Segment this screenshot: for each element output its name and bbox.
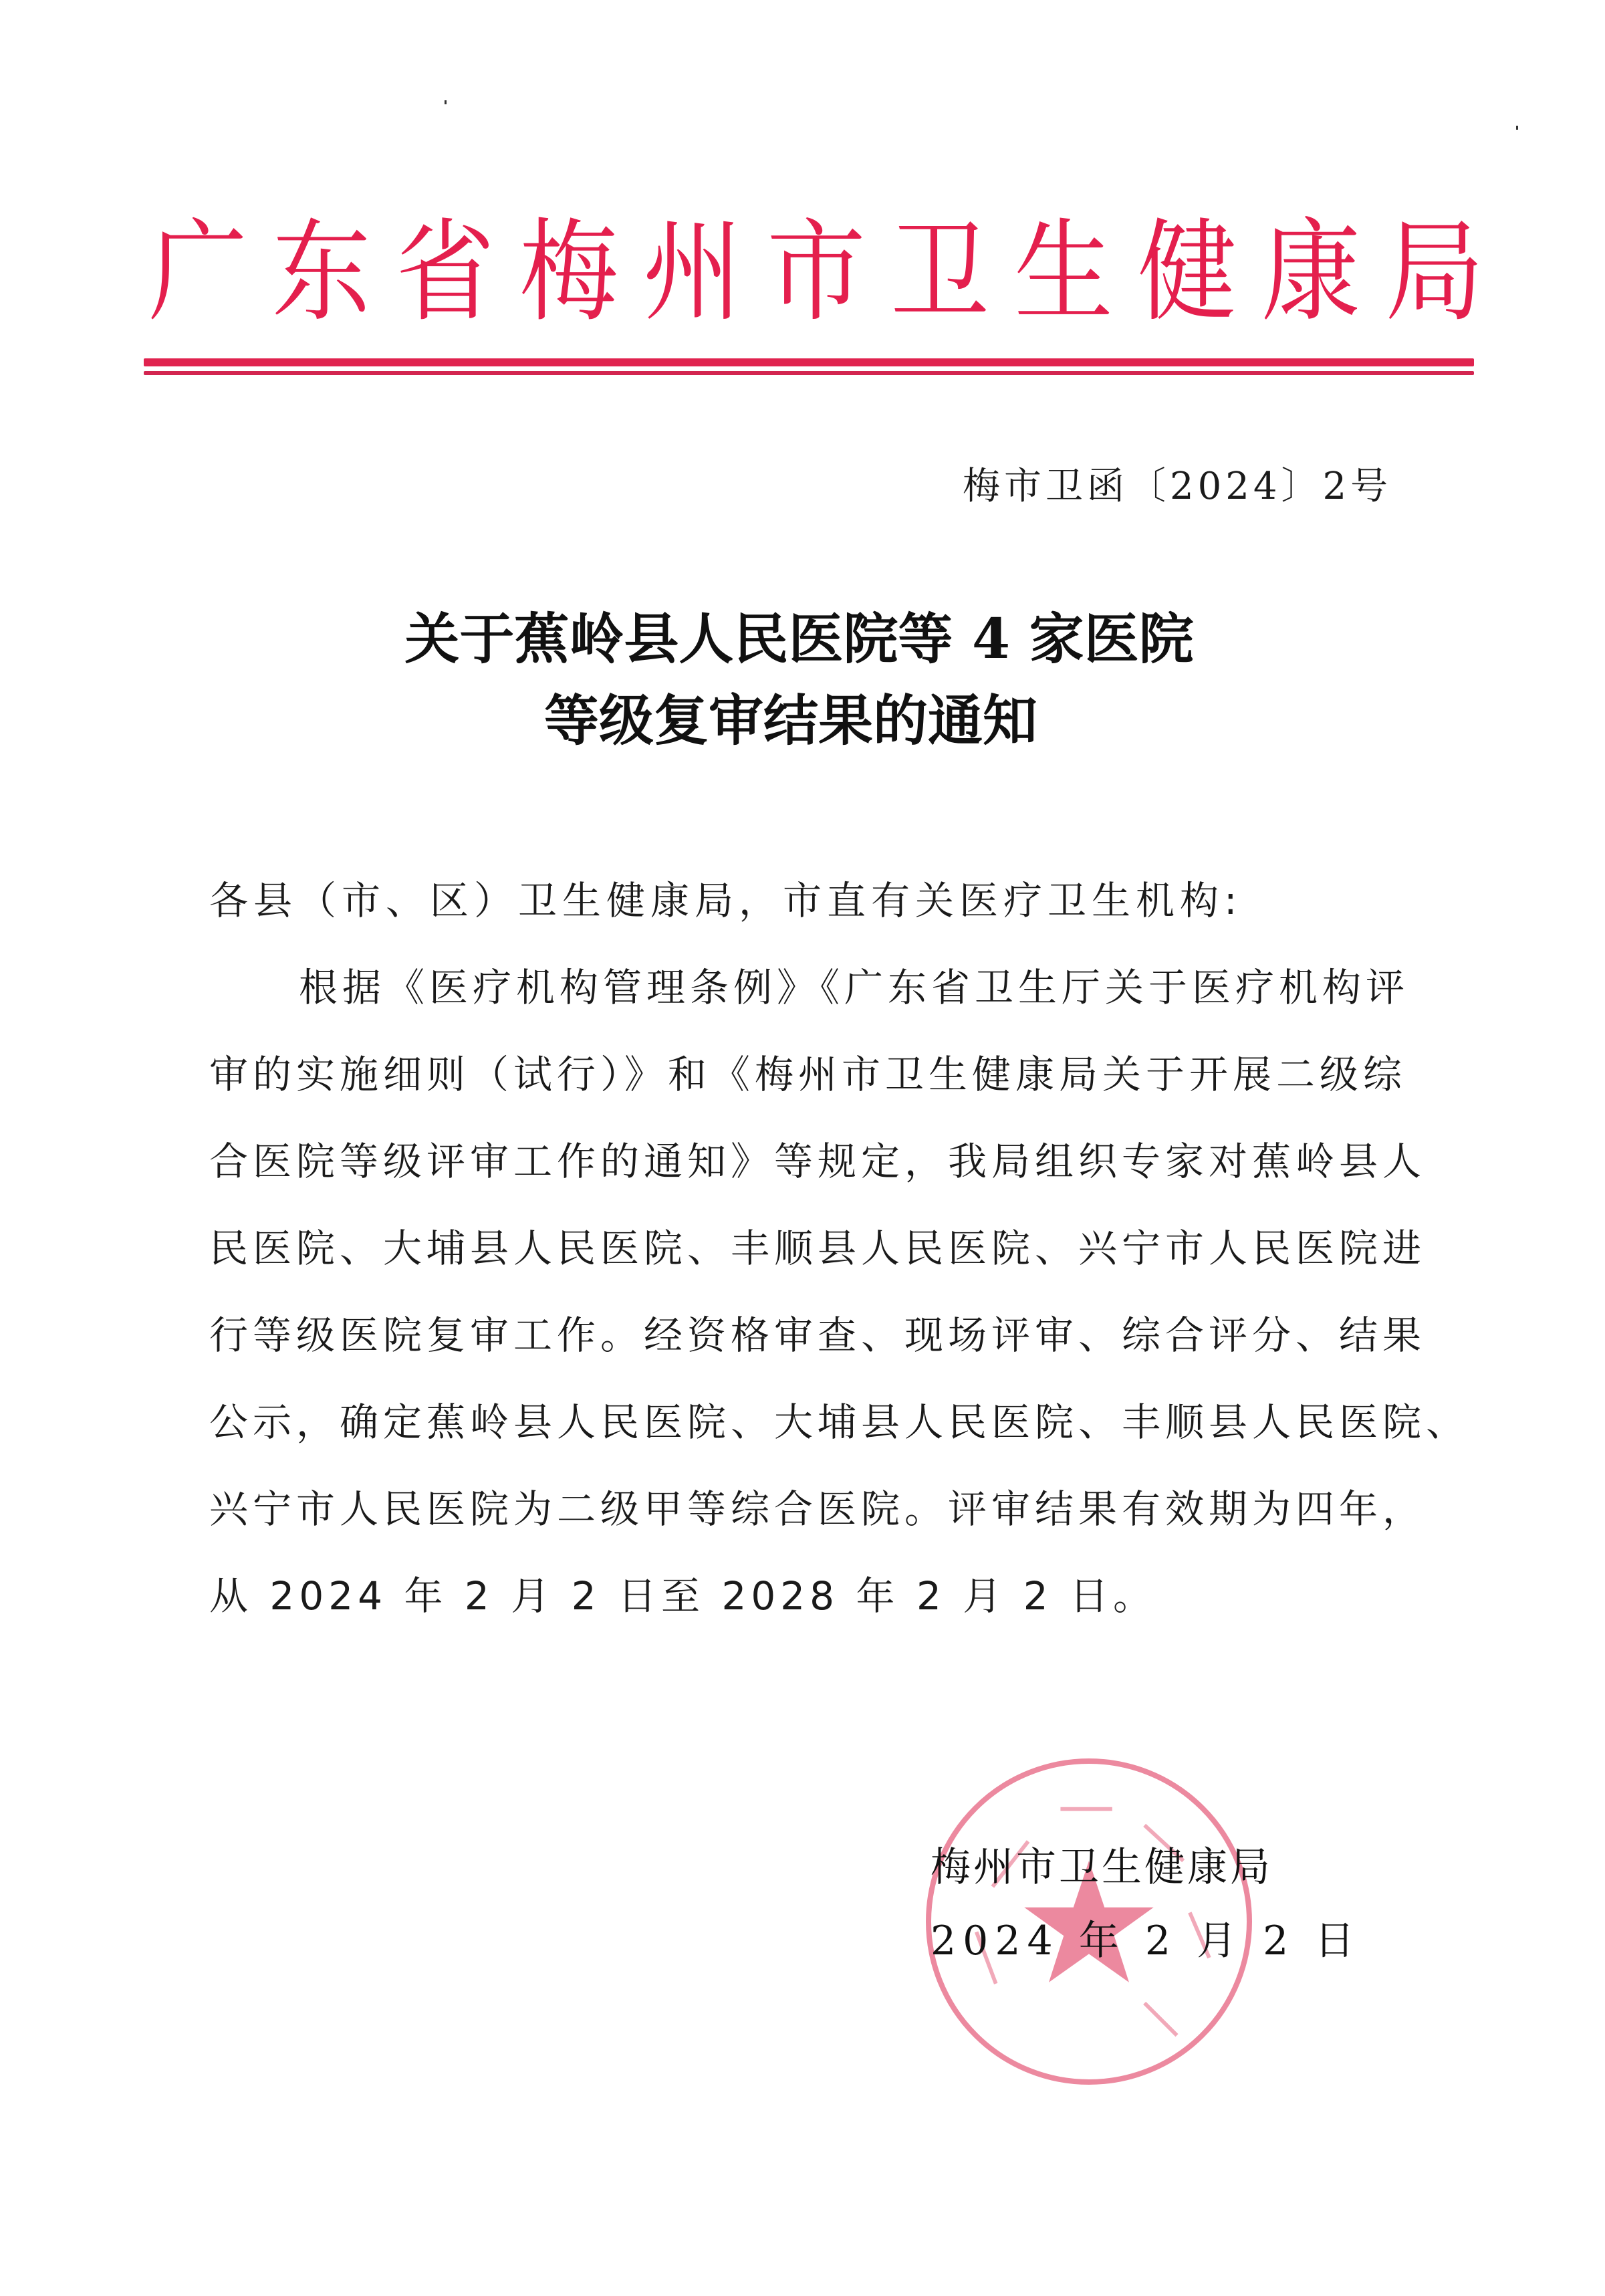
body-line: 民医院、大埔县人民医院、丰顺县人民医院、兴宁市人民医院进 — [209, 1226, 1427, 1271]
letterhead-char: 市 — [767, 207, 866, 337]
letterhead-char: 局 — [1385, 207, 1484, 337]
letterhead-char: 梅 — [519, 207, 618, 337]
signature-block — [931, 1831, 1361, 1978]
title-line: 等级复审结果的通知 — [543, 689, 1037, 753]
issue-date: 2024 年 2 月 2 日 — [931, 1918, 1362, 1964]
document-number: 梅市卫函〔2024〕2号 — [963, 465, 1392, 508]
letterhead-char: 省 — [396, 207, 495, 337]
issuer-name: 梅州市卫生健康局 — [931, 1844, 1273, 1891]
letterhead-char: 广 — [148, 207, 247, 337]
letterhead-char: 卫 — [890, 207, 989, 337]
scan-speck — [1516, 126, 1518, 130]
scan-speck — [445, 100, 447, 104]
letterhead-char: 生 — [1014, 207, 1113, 337]
letterhead-divider-thin — [144, 371, 1474, 375]
letterhead-char: 州 — [643, 207, 742, 337]
body-line: 根据《医疗机构管理条例》《广东省卫生厅关于医疗机构评 — [299, 965, 1410, 1010]
body-line: 公示，确定蕉岭县人民医院、大埔县人民医院、丰顺县人民医院、 — [209, 1399, 1470, 1445]
body-line: 从 2024 年 2 月 2 日至 2028 年 2 月 2 日。 — [209, 1573, 1157, 1619]
body-line: 行等级医院复审工作。经资格审查、现场评审、综合评分、结果 — [209, 1312, 1427, 1358]
title-line: 关于蕉岭县人民医院等 4 家医院 — [404, 607, 1194, 671]
letterhead-char: 康 — [1261, 207, 1360, 337]
salutation: 各县（市、区）卫生健康局，市直有关医疗卫生机构: — [209, 878, 1243, 923]
letterhead-title — [148, 207, 1484, 337]
letterhead-char: 东 — [272, 207, 371, 337]
document-body — [209, 857, 1470, 1639]
body-line: 审的实施细则（试行）》和《梅州市卫生健康局关于开展二级综 — [209, 1052, 1407, 1097]
document-title — [0, 598, 1605, 762]
letterhead-char: 健 — [1138, 207, 1237, 337]
body-line: 兴宁市人民医院为二级甲等综合医院。评审结果有效期为四年， — [209, 1486, 1427, 1532]
body-line: 合医院等级评审工作的通知》等规定，我局组织专家对蕉岭县人 — [209, 1139, 1427, 1184]
letterhead-divider-thick — [144, 358, 1474, 366]
